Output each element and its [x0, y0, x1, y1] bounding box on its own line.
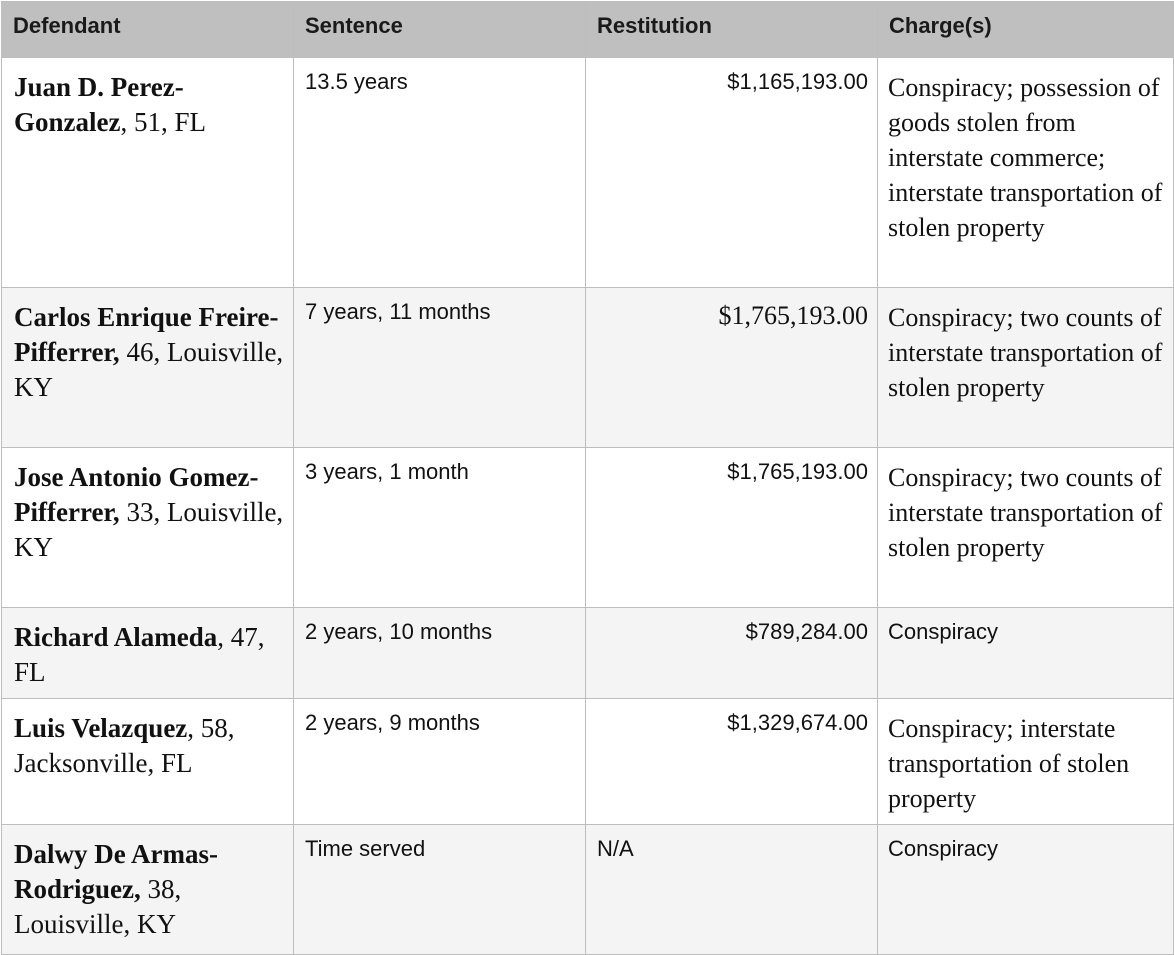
defendant-details: 46, Louisville, KY	[14, 337, 284, 402]
defendant-name: Richard Alameda	[14, 622, 218, 652]
defendant-cell	[2, 448, 294, 608]
defendant-cell	[2, 699, 294, 825]
sentence-cell: Time served	[294, 825, 586, 955]
header-defendant: Defendant	[2, 2, 294, 58]
defendant-details: 33, Louisville, KY	[14, 497, 284, 562]
defendant-cell	[2, 58, 294, 288]
sentence-cell: 3 years, 1 month	[294, 448, 586, 608]
defendant-name: Juan D. Perez-Gonzalez	[14, 72, 184, 137]
defendant-details: , 51, FL	[120, 107, 206, 137]
defendant-cell	[2, 825, 294, 955]
sentence-cell: 2 years, 9 months	[294, 699, 586, 825]
restitution-cell: $1,765,193.00	[586, 288, 878, 448]
header-sentence: Sentence	[294, 2, 586, 58]
table-row	[2, 58, 1174, 288]
defendant-details: , 58, Jacksonville, FL	[14, 713, 235, 778]
table-row	[2, 699, 1174, 825]
header-restitution: Restitution	[586, 2, 878, 58]
charges-cell: Conspiracy	[878, 608, 1174, 699]
defendant-name: Carlos Enrique Freire-Pifferrer,	[14, 302, 279, 367]
defendant-cell	[2, 288, 294, 448]
charges-cell: Conspiracy; possession of goods stolen from interstate commerce; interstate transportation of stolen property	[878, 58, 1174, 288]
defendant-details: , 47, FL	[14, 622, 265, 687]
defendant-name: Jose Antonio Gomez-Pifferrer,	[14, 462, 259, 527]
defendant-name: Luis Velazquez	[14, 713, 188, 743]
defendant-details: 38, Louisville, KY	[14, 874, 182, 939]
restitution-cell: N/A	[586, 825, 878, 955]
table-row	[2, 608, 1174, 699]
header-row	[2, 2, 1174, 58]
defendant-name: Dalwy De Armas-Rodriguez,	[14, 839, 218, 904]
header-charges: Charge(s)	[878, 2, 1174, 58]
sentence-cell: 2 years, 10 months	[294, 608, 586, 699]
restitution-cell: $1,165,193.00	[586, 58, 878, 288]
sentence-cell: 13.5 years	[294, 58, 586, 288]
restitution-cell: $1,329,674.00	[586, 699, 878, 825]
restitution-cell: $1,765,193.00	[586, 448, 878, 608]
table-row	[2, 288, 1174, 448]
table-row	[2, 448, 1174, 608]
defendant-cell	[2, 608, 294, 699]
sentencing-table	[1, 1, 1174, 955]
restitution-cell: $789,284.00	[586, 608, 878, 699]
charges-cell: Conspiracy; two counts of interstate transportation of stolen property	[878, 448, 1174, 608]
charges-cell: Conspiracy	[878, 825, 1174, 955]
charges-cell: Conspiracy; interstate transportation of stolen property	[878, 699, 1174, 825]
charges-cell: Conspiracy; two counts of interstate transportation of stolen property	[878, 288, 1174, 448]
sentence-cell: 7 years, 11 months	[294, 288, 586, 448]
table-row	[2, 825, 1174, 955]
